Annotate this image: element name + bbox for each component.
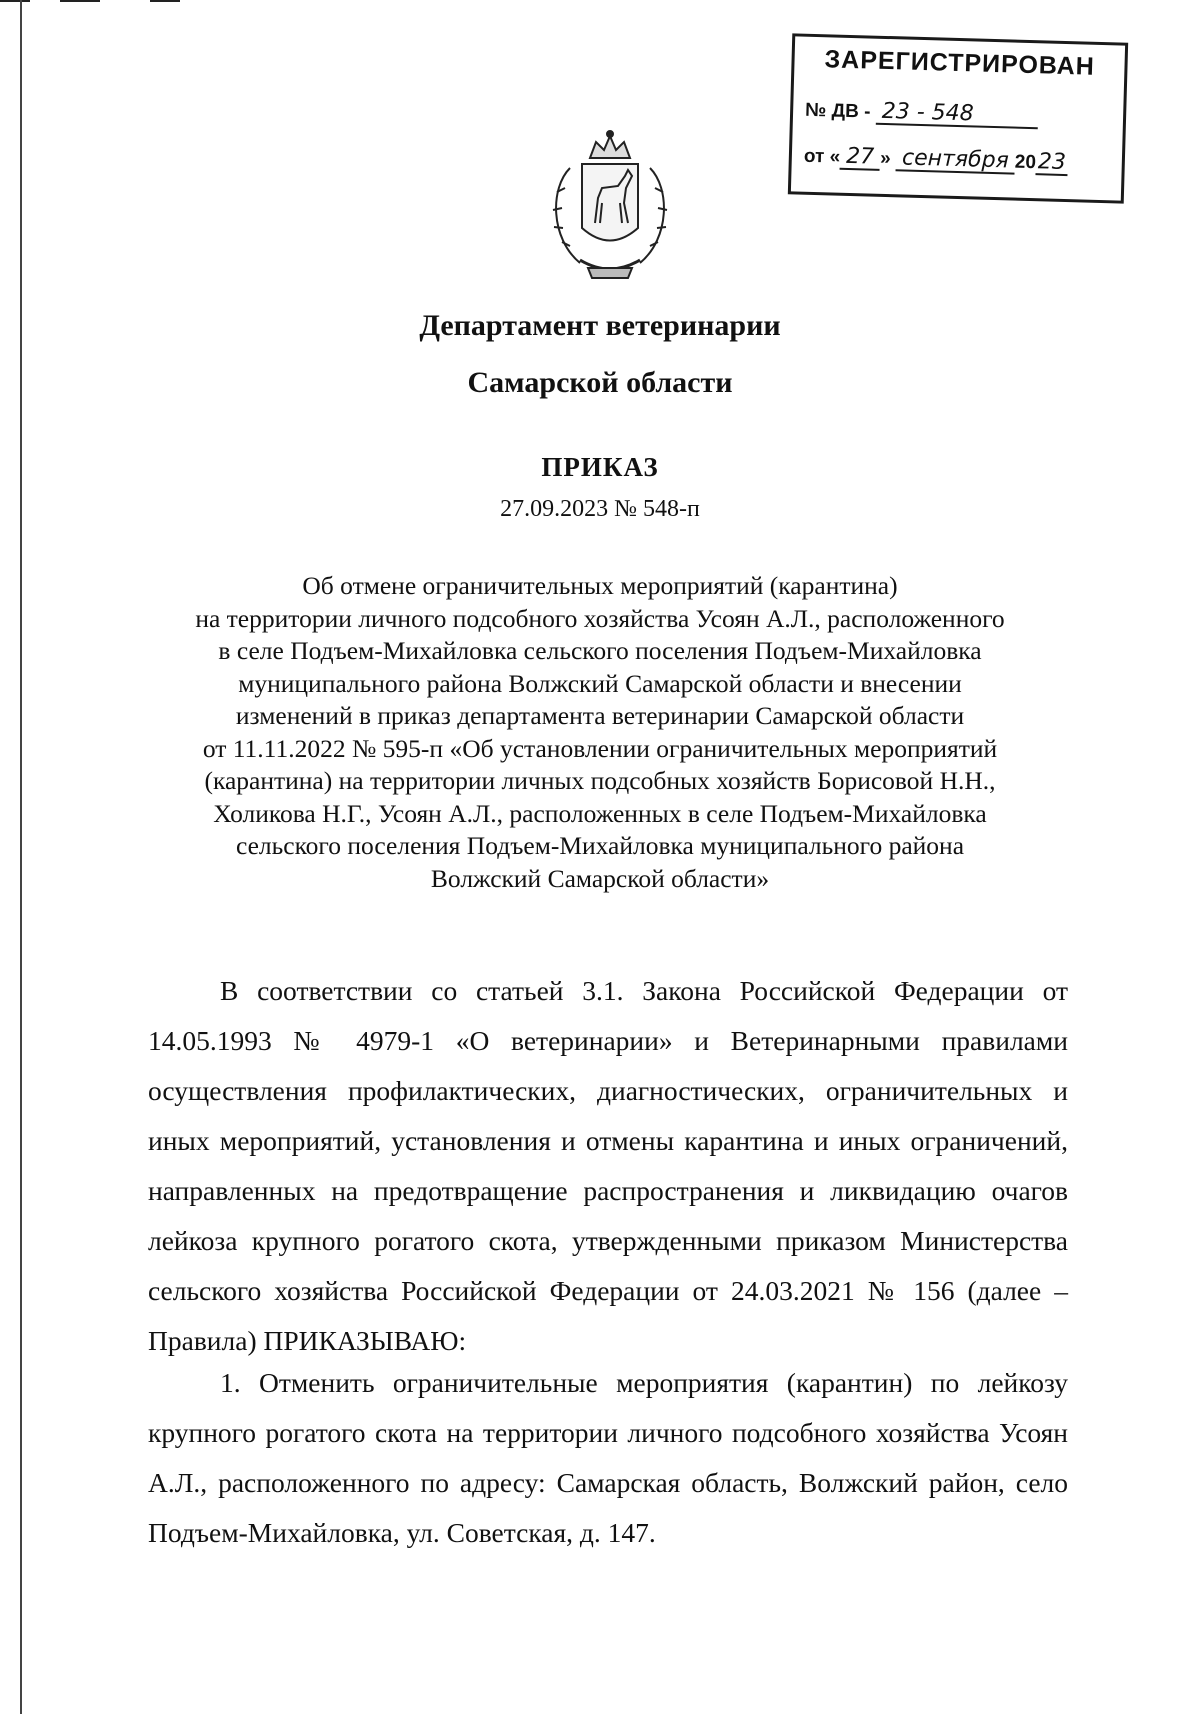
stamp-day: 27 xyxy=(840,146,881,171)
document-type: ПРИКАЗ xyxy=(541,452,659,482)
scan-left-edge xyxy=(20,0,22,1714)
subject-line: изменений в приказ департамента ветеринарии Самарской области xyxy=(235,701,965,730)
stamp-date-mid: » xyxy=(879,147,892,170)
organization-name-line2: Самарской области xyxy=(467,366,733,399)
subject-line: сельского поселения Подъем-Михайловка муниципального района xyxy=(235,831,965,860)
stamp-number-row xyxy=(805,99,1038,129)
subject-line: от 11.11.2022 № 595-п «Об установлении ограничительных мероприятий xyxy=(202,733,998,763)
stamp-year-suffix: 23 xyxy=(1036,151,1069,176)
body-paragraph-preamble: В соответствии со статьей 3.1. Закона Российской Федерации от 14.05.1993 № 4979-1 «О ветеринарии» и Ветеринарными правилами осуществления профилактических, диагностических, ограничительных и иных мероприятий, установления и отмены карантина и иных ограничений, направленных на предотвращение распространения и ликвидацию очагов лейкоза крупного рогатого скота, утвержденными приказом Министерства сельского хозяйства Российской Федерации от 24.03.2021 № 156 (далее – Правила) ПРИКАЗЫВАЮ: xyxy=(148,975,1068,1356)
stamp-month: сентября xyxy=(896,147,1015,174)
coat-of-arms-emblem xyxy=(540,128,680,283)
subject-line: Холикова Н.Г., Усоян А.Л., расположенных в селе Подъем-Михайловка xyxy=(213,798,987,828)
document-date-number: 27.09.2023 № 548-п xyxy=(500,496,700,522)
stamp-year-prefix: 20 xyxy=(1014,151,1037,174)
subject-line: в селе Подъем-Михайловка сельского поселения Подъем-Михайловка xyxy=(218,636,982,665)
subject-line: (карантина) на территории личных подсобных хозяйств Борисовой Н.Н., xyxy=(204,766,996,795)
scan-edge-marks xyxy=(0,0,200,4)
stamp-number-label: № ДВ - xyxy=(804,99,871,123)
organization-name-line1: Департамент ветеринарии xyxy=(419,309,781,342)
stamp-title: ЗАРЕГИСТРИРОВАН xyxy=(824,45,1096,81)
subject-line: Об отмене ограничительных мероприятий (карантина) xyxy=(302,571,898,600)
subject-line: муниципального района Волжский Самарской области и внесении xyxy=(238,668,962,698)
subject-line: на территории личного подсобного хозяйства Усоян А.Л., расположенного xyxy=(195,603,1005,633)
stamp-number-value: 23 - 548 xyxy=(875,101,1038,130)
stamp-date-row xyxy=(804,145,1069,176)
stamp-date-prefix: от « xyxy=(803,145,841,168)
document-subject xyxy=(140,570,1060,895)
subject-line: Волжский Самарской области» xyxy=(430,863,770,893)
registration-stamp xyxy=(788,33,1128,203)
body-paragraph-item-1: 1. Отменить ограничительные мероприятия (карантин) по лейкозу крупного рогатого скота на территории личного подсобного хозяйства Усоян А.Л., расположенного по адресу: Самарская область, Волжский район, село Подъем-Михайловка, ул. Советская, д. 147. xyxy=(148,1367,1068,1548)
